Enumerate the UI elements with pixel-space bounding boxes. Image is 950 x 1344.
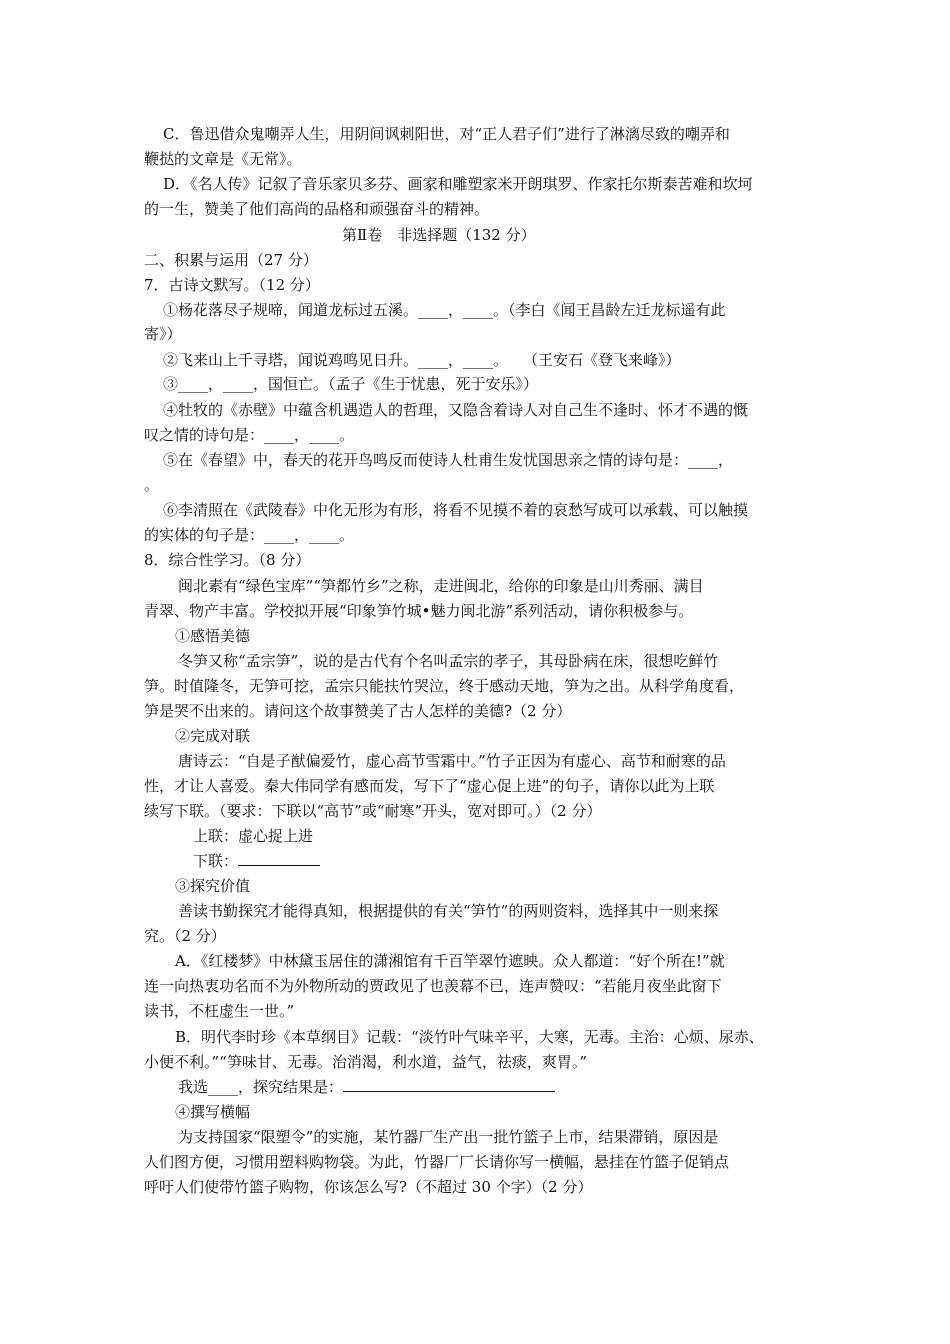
q8-s2-line-2: 性，才让人喜爱。秦大伟同学有感而发，写下了“虚心促上进”的句子，请你以此为上联 xyxy=(144,777,715,795)
q8-intro-line-2: 青翠、物产丰富。学校拟开展“印象笋竹城•魅力闽北游”系列活动，请你积极参与。 xyxy=(144,602,694,620)
option-c-line-1: C．鲁迅借众鬼嘲弄人生，用阴间讽刺阳世，对“正人君子们”进行了淋漓尽致的嘲弄和 xyxy=(163,125,730,143)
material-a-line-3: 读书，不枉虚生一世。” xyxy=(144,1002,295,1020)
couplet-lower-row xyxy=(193,851,320,871)
q8-s4-title: ④撰写横幅 xyxy=(175,1103,251,1121)
q7-item-1-line-2: 寄》） xyxy=(144,325,182,343)
q7-item-3: ③____，____，国恒亡。（孟子《生于忧患，死于安乐》） xyxy=(163,375,539,393)
option-d-line-2: 的一生，赞美了他们高尚的品格和顽强奋斗的精神。 xyxy=(144,200,490,218)
material-b-line-2: 小便不利。”“笋味甘、无毒。治消渴，利水道，益气，祛痰，爽胃。” xyxy=(144,1053,588,1071)
q8-s4-line-2: 人们图方便，习惯用塑料购物袋。为此，竹器厂厂长请你写一横幅，悬挂在竹篮子促销点 xyxy=(144,1153,730,1171)
q8-s1-line-2: 笋。时值隆冬，无笋可挖，孟宗只能扶竹哭泣，终于感动天地，笋为之出。从科学角度看， xyxy=(144,677,745,695)
q8-s1-line-3: 笋是哭不出来的。请问这个故事赞美了古人怎样的美德?（2 分） xyxy=(144,702,572,720)
q7-item-5-line-2: 。 xyxy=(144,476,160,494)
q7-item-6-line-2: 的实体的句子是：____，____。 xyxy=(144,526,355,544)
material-a-line-1: A．《红楼梦》中林黛玉居住的潇湘馆有千百竿翠竹遮映。众人都道：“好个所在!”就 xyxy=(175,952,725,970)
couplet-upper: 上联：虚心捉上进 xyxy=(193,827,314,845)
q8-s1-title: ①感悟美德 xyxy=(175,627,251,645)
material-a-line-2: 连一向热衷功名而不为外物所动的贾政见了也羡幕不已，连声赞叹：“若能月夜坐此窗下 xyxy=(144,977,722,995)
q7-item-2: ②飞来山上千寻塔，闻说鸡鸣见日升。____，____。 （王安石《登飞来峰》） xyxy=(163,351,681,369)
q7-item-4-line-1: ④牡牧的《赤壁》中蕴含机遇造人的哲理，又隐含着诗人对自己生不逢时、怀才不遇的慨 xyxy=(163,401,749,419)
q8-s2-title: ②完成对联 xyxy=(175,727,251,745)
choice-label: 我选____，探究结果是： xyxy=(178,1078,344,1096)
part-2-title: 第Ⅱ卷 非选择题（132 分） xyxy=(342,226,536,244)
q8-s1-line-1: 冬笋又称“孟宗笋”，说的是古代有个名叫孟宗的孝子，其母卧病在床，很想吃鲜竹 xyxy=(178,652,719,670)
q7-item-1-line-1: ①杨花落尽子规啼，闻道龙标过五溪。____，____。（李白《闻王昌龄左迁龙标遥有此 xyxy=(163,301,726,319)
material-b-line-1: B．明代李时珍《本草纲目》记载：“淡竹叶气味辛平，大寒，无毒。主治：心烦、尿赤、 xyxy=(175,1028,764,1046)
q7-item-6-line-1: ⑥李清照在《武陵春》中化无形为有形，将看不见摸不着的哀愁写成可以承载、可以触摸 xyxy=(163,501,749,519)
couplet-lower-blank[interactable] xyxy=(238,851,320,866)
q8-s3-line-1: 善读书勤探究才能得真知，根据提供的有关“笋竹”的两则资料，选择其中一则来探 xyxy=(178,902,719,920)
q7-title: 7．古诗文默写。（12 分） xyxy=(144,276,320,294)
q8-s4-line-3: 呼吁人们使带竹篮子购物，你该怎么写?（不超过 30 个字）（2 分） xyxy=(144,1178,593,1196)
q8-s3-line-2: 究。（2 分） xyxy=(144,927,226,945)
couplet-lower-label: 下联： xyxy=(193,852,239,870)
q8-intro-line-1: 闽北素有“绿色宝库”“笋都竹乡”之称，走进闽北，给你的印象是山川秀丽、满目 xyxy=(178,577,704,595)
q8-s4-line-1: 为支持国家“限塑令”的实施，某竹器厂生产出一批竹篮子上市，结果滞销，原因是 xyxy=(178,1128,719,1146)
q7-item-5-line-1: ⑤在《春望》中，春天的花开鸟鸣反而使诗人杜甫生发忧国思亲之情的诗句是：____， xyxy=(163,451,734,469)
option-d-line-1: D．《名人传》记叙了音乐家贝多芬、画家和雕塑家米开朗琪罗、作家托尔斯泰苦难和坎坷 xyxy=(163,175,753,193)
q8-s2-line-3: 续写下联。（要求：下联以“高节”或“耐寒”开头，宽对即可。）（2 分） xyxy=(144,802,602,820)
option-c-line-2: 鞭挞的文章是《无常》。 xyxy=(144,150,302,168)
section-2-heading: 二、积累与运用（27 分） xyxy=(144,251,318,269)
q8-title: 8．综合性学习。（8 分） xyxy=(144,551,311,569)
q8-s3-title: ③探究价值 xyxy=(175,877,251,895)
choice-row xyxy=(178,1077,555,1097)
research-result-blank[interactable] xyxy=(343,1077,555,1092)
q8-s2-line-1: 唐诗云：“自是子猷偏爱竹，虚心高节雪霜中。”竹子正因为有虚心、高节和耐寒的品 xyxy=(178,752,726,770)
q7-item-4-line-2: 叹之情的诗句是：____，____。 xyxy=(144,426,355,444)
